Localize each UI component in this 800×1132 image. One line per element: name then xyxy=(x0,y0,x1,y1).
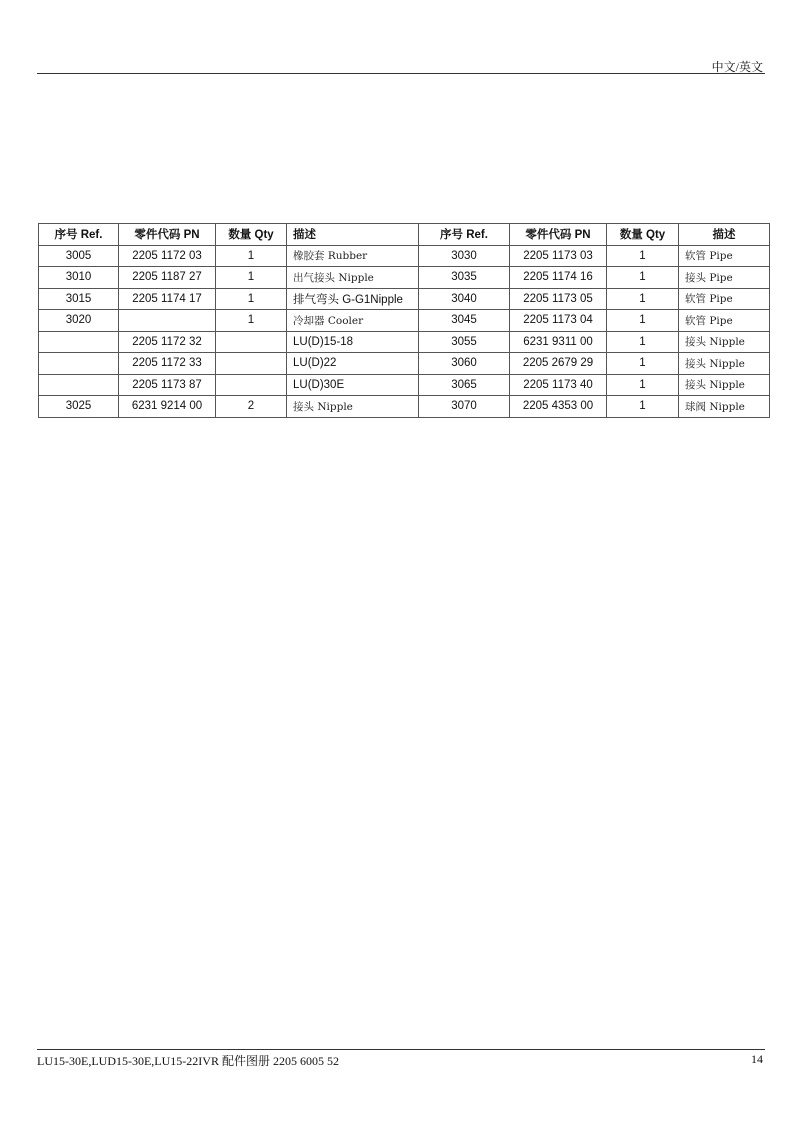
cell-ref xyxy=(39,353,119,375)
cell-desc: LU(D)22 xyxy=(287,353,419,375)
header-pn: 零件代码 PN xyxy=(119,224,216,246)
cell-pn-2: 6231 9311 00 xyxy=(510,331,607,353)
cell-qty-2: 1 xyxy=(607,310,679,332)
cell-qty xyxy=(216,331,287,353)
table-row xyxy=(39,267,770,289)
cell-desc-2: 接头 Pipe xyxy=(679,267,770,289)
cell-pn-2: 2205 2679 29 xyxy=(510,353,607,375)
cell-qty: 1 xyxy=(216,310,287,332)
cell-ref: 3005 xyxy=(39,245,119,267)
table-row xyxy=(39,374,770,396)
cell-pn: 2205 1187 27 xyxy=(119,267,216,289)
cell-ref-2: 3040 xyxy=(419,288,510,310)
cell-ref-2: 3045 xyxy=(419,310,510,332)
cell-desc-2: 软管 Pipe xyxy=(679,288,770,310)
cell-pn-2: 2205 1173 40 xyxy=(510,374,607,396)
cell-desc-2: 接头 Nipple xyxy=(679,374,770,396)
cell-ref: 3015 xyxy=(39,288,119,310)
cell-pn-2: 2205 1173 03 xyxy=(510,245,607,267)
cell-ref xyxy=(39,374,119,396)
cell-ref: 3010 xyxy=(39,267,119,289)
table-row xyxy=(39,353,770,375)
cell-pn-2: 2205 1173 05 xyxy=(510,288,607,310)
cell-pn xyxy=(119,310,216,332)
cell-ref-2: 3065 xyxy=(419,374,510,396)
cell-pn: 6231 9214 00 xyxy=(119,396,216,418)
cell-desc: LU(D)30E xyxy=(287,374,419,396)
table-row xyxy=(39,331,770,353)
cell-qty-2: 1 xyxy=(607,374,679,396)
header-desc-2: 描述 xyxy=(679,224,770,246)
cell-pn: 2205 1174 17 xyxy=(119,288,216,310)
table-header-row xyxy=(39,224,770,246)
cell-ref xyxy=(39,331,119,353)
header-pn-2: 零件代码 PN xyxy=(510,224,607,246)
cell-qty: 1 xyxy=(216,245,287,267)
header-ref-2: 序号 Ref. xyxy=(419,224,510,246)
cell-pn: 2205 1172 03 xyxy=(119,245,216,267)
cell-ref-2: 3030 xyxy=(419,245,510,267)
cell-desc-2: 接头 Nipple xyxy=(679,353,770,375)
table-row xyxy=(39,310,770,332)
footer-divider xyxy=(37,1049,765,1050)
header-desc: 描述 xyxy=(287,224,419,246)
cell-pn-2: 2205 4353 00 xyxy=(510,396,607,418)
header-ref: 序号 Ref. xyxy=(39,224,119,246)
table-row xyxy=(39,245,770,267)
cell-pn-2: 2205 1173 04 xyxy=(510,310,607,332)
cell-desc: 冷却器 Cooler xyxy=(287,310,419,332)
cell-qty xyxy=(216,353,287,375)
cell-desc: LU(D)15-18 xyxy=(287,331,419,353)
cell-qty-2: 1 xyxy=(607,353,679,375)
cell-desc-2: 软管 Pipe xyxy=(679,310,770,332)
cell-qty: 2 xyxy=(216,396,287,418)
cell-ref-2: 3055 xyxy=(419,331,510,353)
cell-desc: 接头 Nipple xyxy=(287,396,419,418)
cell-desc-2: 球阀 Nipple xyxy=(679,396,770,418)
cell-desc-2: 接头 Nipple xyxy=(679,331,770,353)
cell-qty: 1 xyxy=(216,267,287,289)
cell-pn: 2205 1172 33 xyxy=(119,353,216,375)
header-language-label: 中文/英文 xyxy=(711,60,763,74)
cell-qty-2: 1 xyxy=(607,288,679,310)
cell-ref-2: 3060 xyxy=(419,353,510,375)
cell-desc: 排气弯头 G-G1Nipple xyxy=(287,288,419,310)
footer-document-title: LU15-30E,LUD15-30E,LU15-22IVR 配件图册 2205 6005 52 xyxy=(37,1054,339,1068)
header-qty: 数量 Qty xyxy=(216,224,287,246)
cell-pn: 2205 1172 32 xyxy=(119,331,216,353)
cell-pn-2: 2205 1174 16 xyxy=(510,267,607,289)
page-number: 14 xyxy=(751,1052,763,1066)
table-row xyxy=(39,396,770,418)
cell-desc: 出气接头 Nipple xyxy=(287,267,419,289)
cell-desc-2: 软管 Pipe xyxy=(679,245,770,267)
cell-qty-2: 1 xyxy=(607,245,679,267)
cell-ref-2: 3035 xyxy=(419,267,510,289)
cell-ref-2: 3070 xyxy=(419,396,510,418)
table-row xyxy=(39,288,770,310)
cell-qty: 1 xyxy=(216,288,287,310)
cell-qty-2: 1 xyxy=(607,267,679,289)
parts-table xyxy=(38,223,770,418)
cell-qty xyxy=(216,374,287,396)
cell-desc: 橡胶套 Rubber xyxy=(287,245,419,267)
header-qty-2: 数量 Qty xyxy=(607,224,679,246)
cell-qty-2: 1 xyxy=(607,331,679,353)
cell-pn: 2205 1173 87 xyxy=(119,374,216,396)
cell-ref: 3020 xyxy=(39,310,119,332)
header-divider xyxy=(37,73,765,74)
cell-ref: 3025 xyxy=(39,396,119,418)
cell-qty-2: 1 xyxy=(607,396,679,418)
